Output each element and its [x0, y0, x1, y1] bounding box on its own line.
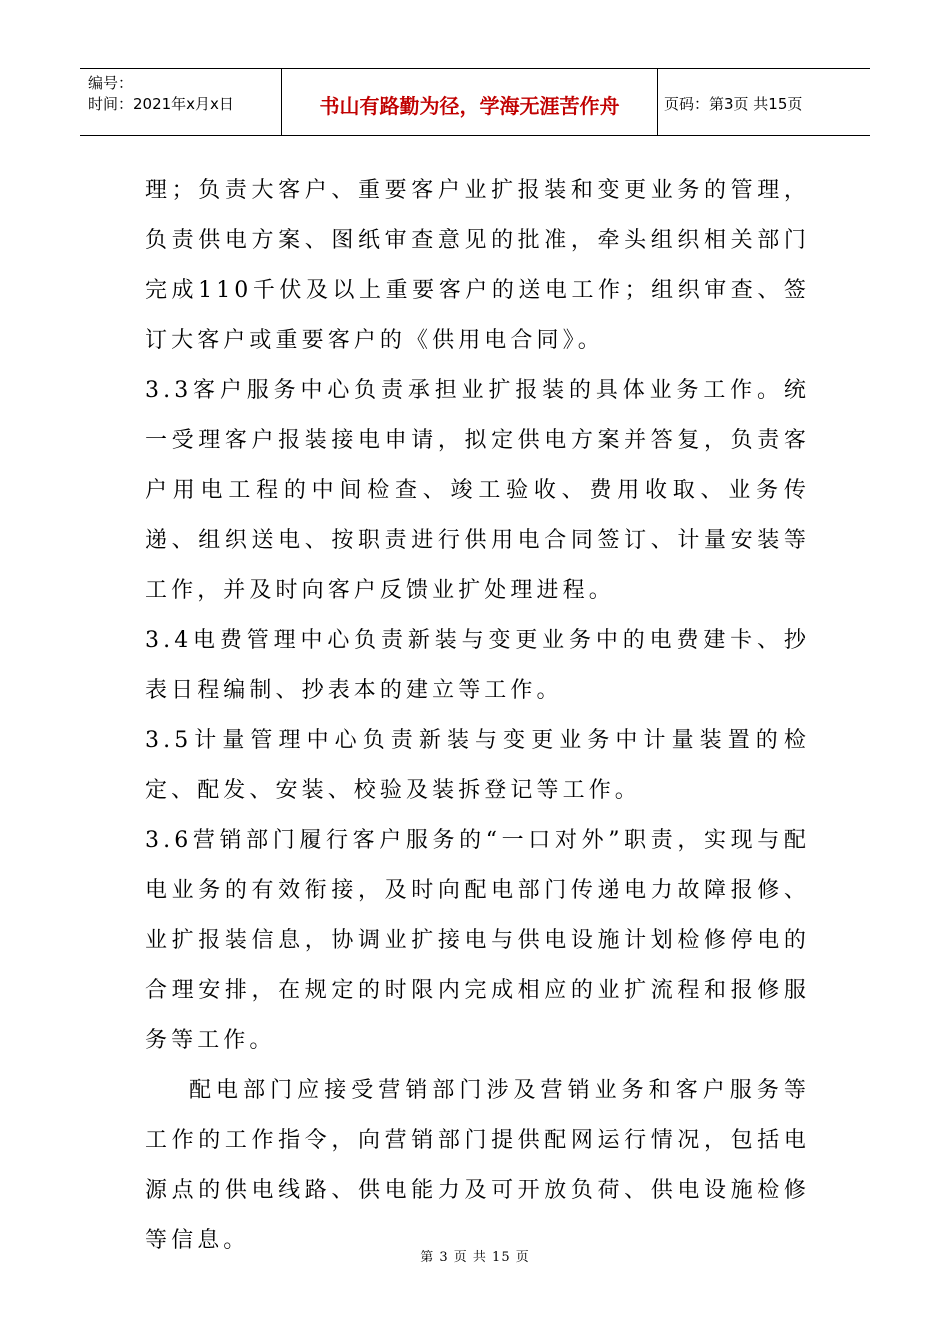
paragraph-3-5: 3.5计量管理中心负责新装与变更业务中计量装置的检定、配发、安装、校验及装拆登记等工作。 [145, 728, 810, 803]
header-motto-cell [282, 69, 658, 135]
paragraph-3-4: 3.4电费管理中心负责新装与变更业务中的电费建卡、抄表日程编制、抄表本的建立等工作。 [145, 628, 810, 703]
paragraph-3-3: 3.3客户服务中心负责承担业扩报装的具体业务工作。统一受理客户报装接电申请，拟定供电方案并答复，负责客户用电工程的中间检查、竣工验收、费用收取、业务传递、组织送电、按职责进行供用电合同签订、计量安装等工作，并及时向客户反馈业扩处理进程。 [145, 378, 810, 603]
document-header [80, 68, 870, 136]
page-info: 页码：第3页 共15页 [664, 94, 803, 113]
page-footer [0, 1246, 950, 1265]
document-body [145, 166, 810, 1266]
time-label: 时间：2021年x月x日 [88, 95, 234, 113]
header-page-cell [658, 69, 870, 135]
paragraph-3-6: 3.6营销部门履行客户服务的“一口对外”职责，实现与配电业务的有效衔接，及时向配电部门传递电力故障报修、业扩报装信息，协调业扩接电与供电设施计划检修停电的合理安排，在规定的时限内完成相应的业扩流程和报修服务等工作。 [145, 828, 810, 1053]
paragraph-responsibilities-continued: 理；负责大客户、重要客户业扩报装和变更业务的管理，负责供电方案、图纸审查意见的批准，牵头组织相关部门完成110千伏及以上重要客户的送电工作；组织审查、签订大客户或重要客户的《供用电合同》。 [145, 178, 810, 353]
header-meta-cell [80, 69, 282, 135]
footer-page-number: 第 3 页 共 15 页 [420, 1250, 530, 1265]
paragraph-distribution-dept: 配电部门应接受营销部门涉及营销业务和客户服务等工作的工作指令，向营销部门提供配网运行情况，包括电源点的供电线路、供电能力及可开放负荷、供电设施检修等信息。 [145, 1078, 810, 1253]
motto-text: 书山有路勤为径，学海无涯苦作舟 [319, 93, 620, 118]
number-label: 编号： [88, 74, 134, 92]
